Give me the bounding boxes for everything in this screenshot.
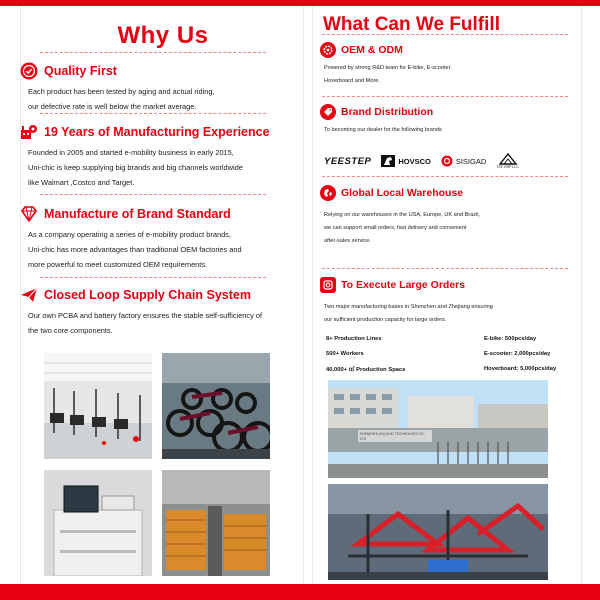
section-text-line: Our own PCBA and battery factory ensures the stable self-sufficiency of xyxy=(28,311,263,320)
brand-logo-tsf xyxy=(496,153,519,169)
brand-name: TSF GRP LLC xyxy=(496,165,519,169)
section-text-line: Powered by strong R&D team for E-bike, E-scooter, xyxy=(324,65,452,71)
section-global-warehouse xyxy=(320,185,570,248)
divider xyxy=(322,268,568,269)
stats-row xyxy=(326,331,566,346)
stat-output: E-bike: 500pcs/day xyxy=(484,335,537,342)
testing-machine-photo xyxy=(44,470,152,576)
section-quality-first xyxy=(20,62,284,114)
brand-logo-hovsco xyxy=(381,155,431,167)
section-heading: OEM & ODM xyxy=(341,44,403,56)
battery-production-photo xyxy=(162,470,270,576)
section-text-line: Uni-chic is keep supplying big brands and big channels worldwide xyxy=(28,163,243,172)
globe-icon xyxy=(320,185,336,201)
brand-logo-yeestep: YEESTEP xyxy=(324,155,372,167)
why-us-title: Why Us xyxy=(117,22,209,49)
section-text-line: Two major manufacturing bases in Shenzhen and Zhejiang ensuring xyxy=(324,304,493,310)
section-text-line: Each product has been tested by aging and actual riding, xyxy=(28,87,215,96)
section-heading: Manufacture of Brand Standard xyxy=(44,207,231,221)
section-text-line: more powerful to meet customized OEM requirements. xyxy=(28,260,208,269)
frame-welding-photo xyxy=(328,484,548,580)
section-heading: Brand Distribution xyxy=(341,106,434,118)
divider xyxy=(40,113,266,114)
spiral-icon xyxy=(441,155,453,167)
section-text-line: our sufficient production capacity for large orders. xyxy=(324,317,447,323)
section-text-line: Hoverboard and More. xyxy=(324,78,380,84)
sale-tag-icon xyxy=(320,104,336,120)
divider xyxy=(322,96,568,97)
section-heading: Quality First xyxy=(44,64,117,78)
stats-row xyxy=(326,361,566,376)
section-text-line: the two core components. xyxy=(28,326,113,335)
assembly-line-photo xyxy=(44,353,152,459)
diamond-icon xyxy=(20,205,38,223)
section-heading: 19 Years of Manufacturing Experience xyxy=(44,125,270,139)
brand-logo-sisigad xyxy=(441,155,486,167)
section-text-line: like Walmart ,Costco and Target. xyxy=(28,178,135,187)
section-text-line: we can support small orders, fast delivery and convenient xyxy=(324,225,467,231)
factory-exterior-photo xyxy=(328,380,548,478)
section-heading: Closed Loop Supply Chain System xyxy=(44,288,251,302)
section-brand-standard xyxy=(20,205,284,272)
section-text-line: To becoming our dealer for the following brands xyxy=(324,127,442,133)
quality-badge-icon xyxy=(20,62,38,80)
section-oem-odm xyxy=(320,42,570,88)
stats-row xyxy=(326,346,566,361)
horse-icon xyxy=(381,155,395,167)
section-large-orders xyxy=(320,277,570,327)
section-text-line: Uni-chic has more advantages than traditional OEM factories and xyxy=(28,245,242,254)
divider xyxy=(322,34,568,35)
fulfill-title: What Can We Fulfill xyxy=(323,14,500,35)
bottom-red-bar xyxy=(0,584,600,600)
divider xyxy=(322,176,568,177)
factory-gear-icon xyxy=(20,123,38,141)
section-heading: To Execute Large Orders xyxy=(341,279,466,291)
section-text-line: As a company operating a series of e-mobility product brands, xyxy=(28,230,231,239)
section-text-line: our defective rate is well below the market average. xyxy=(28,102,197,111)
brand-name: SISIGAD xyxy=(455,156,487,166)
section-text-line: Founded in 2005 and started e-mobility business in early 2015, xyxy=(28,148,234,157)
stat-capacity: 500+ Workers xyxy=(326,350,364,357)
instagram-like-icon xyxy=(320,277,336,293)
section-text-line: after-sales service. xyxy=(324,238,371,244)
stat-output: Hoverboard: 5,000pcs/day xyxy=(484,365,557,372)
section-supply-chain xyxy=(20,286,284,338)
gear-icon xyxy=(320,42,336,58)
stat-capacity: 40,000+ ㎡ Production Space xyxy=(326,367,406,373)
stat-capacity: 8+ Production Lines xyxy=(326,335,382,342)
brand-name: HOVSCO xyxy=(398,156,431,166)
section-brand-distribution xyxy=(320,104,570,137)
section-heading: Global Local Warehouse xyxy=(341,187,464,199)
mountain-logo-icon xyxy=(499,153,517,165)
section-text-line: Relying on our warehouses in the USA, Europe, UK and Brazil, xyxy=(324,212,481,218)
paper-plane-icon xyxy=(20,286,38,304)
production-stats xyxy=(326,331,566,376)
brand-logo-row xyxy=(324,150,574,172)
ebike-warehouse-photo xyxy=(162,353,270,459)
factory-sign-text: SHENZHEN UNI-CHIC TECHNOLOGY CO., LTD xyxy=(360,432,426,441)
stat-output: E-scooter: 2,000pcs/day xyxy=(484,350,551,357)
divider xyxy=(40,194,266,195)
divider xyxy=(40,277,266,278)
divider xyxy=(40,52,266,53)
section-manufacturing-experience xyxy=(20,123,284,190)
